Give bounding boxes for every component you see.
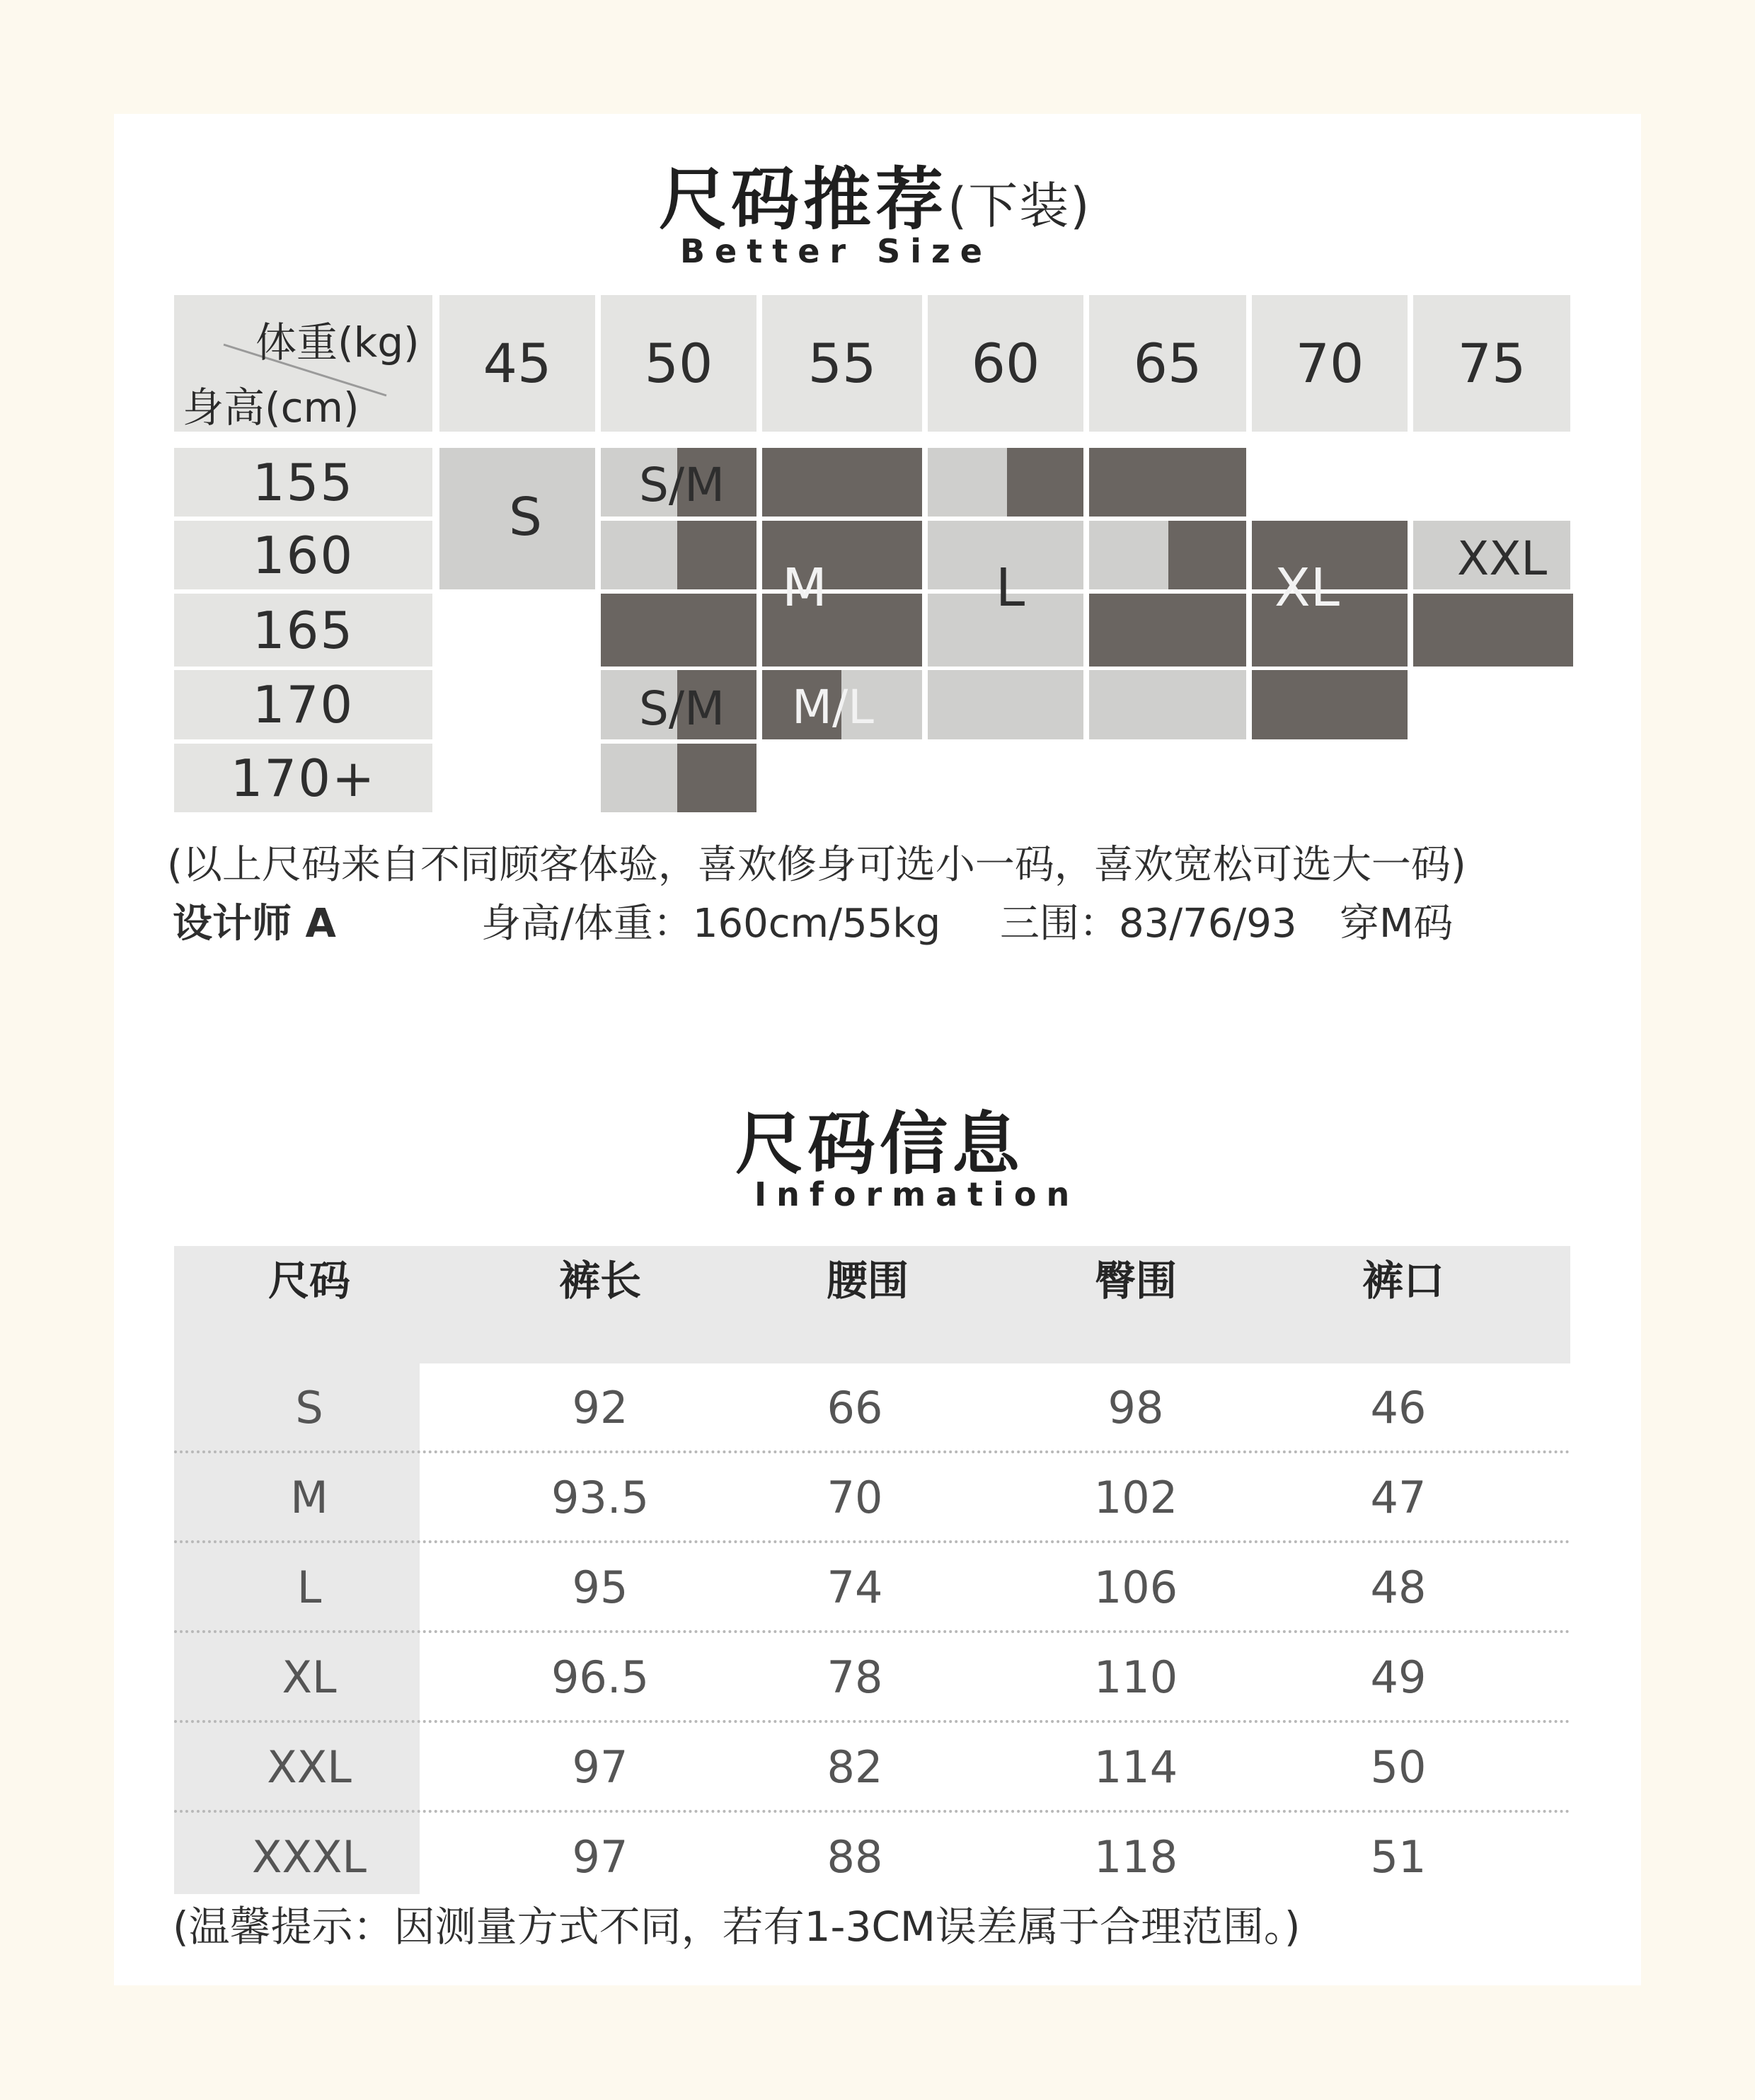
- weight-header-75: 75: [1413, 295, 1570, 432]
- cell-waist: 74: [827, 1562, 883, 1613]
- weight-header-55: 55: [762, 295, 922, 432]
- info-table-size-column: [174, 1363, 420, 1894]
- cell-hem: 51: [1370, 1831, 1427, 1883]
- model-wears: 穿M码: [1340, 901, 1454, 947]
- height-header-170plus: 170+: [174, 744, 432, 812]
- size-label-xl: XL: [1274, 558, 1340, 618]
- cell-length: 95: [572, 1562, 628, 1613]
- cell-size: XXXL: [252, 1831, 367, 1883]
- cell-hip: 106: [1093, 1562, 1178, 1613]
- row-divider: [174, 1810, 1570, 1813]
- size-label-m: M: [782, 558, 827, 618]
- weight-header-60: 60: [928, 295, 1083, 432]
- measurement-tip: (温馨提示：因测量方式不同，若有1-3CM误差属于合理范围。): [173, 1903, 1301, 1951]
- cell-length: 97: [572, 1831, 628, 1883]
- cell-waist: 66: [827, 1382, 883, 1433]
- cell-160-50-light: [601, 521, 677, 589]
- cell-hem: 49: [1370, 1651, 1427, 1703]
- cell-160-65-light: [1089, 521, 1168, 589]
- cell-155-60-dark: [1007, 448, 1083, 517]
- cell-160-65-dark: [1168, 521, 1246, 589]
- weight-header-45: 45: [439, 295, 595, 432]
- cell-waist: 82: [827, 1741, 883, 1793]
- col-header-hip: 臀围: [1094, 1257, 1178, 1305]
- cell-155-60-light: [928, 448, 1007, 517]
- cell-hip: 114: [1093, 1741, 1178, 1793]
- size-label-sm-bottom: S/M: [639, 681, 725, 736]
- grid-corner-cell: [174, 295, 432, 432]
- cell-size: M: [290, 1472, 328, 1523]
- cell-165-75: [1413, 594, 1573, 667]
- cell-waist: 78: [827, 1651, 883, 1703]
- recommend-title: 尺码推荐(下装): [659, 160, 1091, 239]
- model-measurements: 三围：83/76/93: [1000, 901, 1297, 947]
- cell-length: 97: [572, 1741, 628, 1793]
- height-header-165: 165: [174, 594, 432, 667]
- size-label-l: L: [996, 558, 1025, 618]
- cell-hip: 118: [1093, 1831, 1178, 1883]
- row-divider: [174, 1630, 1570, 1633]
- height-header-160: 160: [174, 521, 432, 589]
- cell-size: S: [295, 1382, 323, 1433]
- cell-waist: 88: [827, 1831, 883, 1883]
- cell-155-55: [762, 448, 922, 517]
- cell-165-65: [1089, 594, 1246, 667]
- col-header-hem: 裤口: [1362, 1257, 1445, 1305]
- cell-hip: 110: [1093, 1651, 1178, 1703]
- size-label-sm-top: S/M: [639, 458, 725, 512]
- cell-hem: 50: [1370, 1741, 1427, 1793]
- height-axis-label: 身高(cm): [183, 383, 359, 432]
- cell-size: XL: [282, 1651, 337, 1703]
- cell-170plus-50-light: [601, 744, 677, 812]
- cell-length: 93.5: [551, 1472, 650, 1523]
- recommend-subtitle: Better Size: [680, 232, 993, 270]
- size-label-xxl: XXL: [1457, 531, 1548, 586]
- col-header-length: 裤长: [558, 1257, 642, 1305]
- model-stats: 身高/体重：160cm/55kg: [481, 901, 941, 947]
- col-header-size: 尺码: [267, 1257, 351, 1305]
- cell-hip: 102: [1093, 1472, 1178, 1523]
- size-chart-card: [114, 114, 1641, 1985]
- cell-length: 92: [572, 1382, 628, 1433]
- cell-size: L: [297, 1562, 322, 1613]
- info-subtitle: Information: [754, 1175, 1080, 1213]
- cell-length: 96.5: [551, 1651, 650, 1703]
- cell-size: XXL: [267, 1741, 352, 1793]
- row-divider: [174, 1540, 1570, 1543]
- height-header-170: 170: [174, 670, 432, 739]
- height-header-155: 155: [174, 448, 432, 517]
- recommend-note: (以上尺码来自不同顾客体验，喜欢修身可选小一码，喜欢宽松可选大一码): [167, 842, 1466, 888]
- size-label-ml: M/L: [792, 680, 874, 734]
- weight-axis-label: 体重(kg): [255, 318, 420, 367]
- row-divider: [174, 1720, 1570, 1723]
- weight-header-65: 65: [1089, 295, 1246, 432]
- weight-header-50: 50: [601, 295, 756, 432]
- cell-hem: 46: [1370, 1382, 1427, 1433]
- cell-170plus-50-dark: [677, 744, 756, 812]
- cell-waist: 70: [827, 1472, 883, 1523]
- cell-165-50: [601, 594, 756, 667]
- size-label-s: S: [509, 487, 542, 548]
- cell-160-50-dark: [677, 521, 756, 589]
- cell-170-65: [1089, 670, 1246, 739]
- row-divider: [174, 1450, 1570, 1453]
- cell-hem: 47: [1370, 1472, 1427, 1523]
- cell-155-65: [1089, 448, 1246, 517]
- cell-hip: 98: [1107, 1382, 1164, 1433]
- recommend-title-suffix: (下装): [948, 177, 1091, 235]
- cell-hem: 48: [1370, 1562, 1427, 1613]
- col-header-waist: 腰围: [826, 1257, 909, 1305]
- info-title: 尺码信息: [735, 1104, 1024, 1184]
- cell-170-60: [928, 670, 1083, 739]
- weight-header-70: 70: [1252, 295, 1408, 432]
- model-name: 设计师 A: [173, 901, 336, 947]
- cell-170-70: [1252, 670, 1408, 739]
